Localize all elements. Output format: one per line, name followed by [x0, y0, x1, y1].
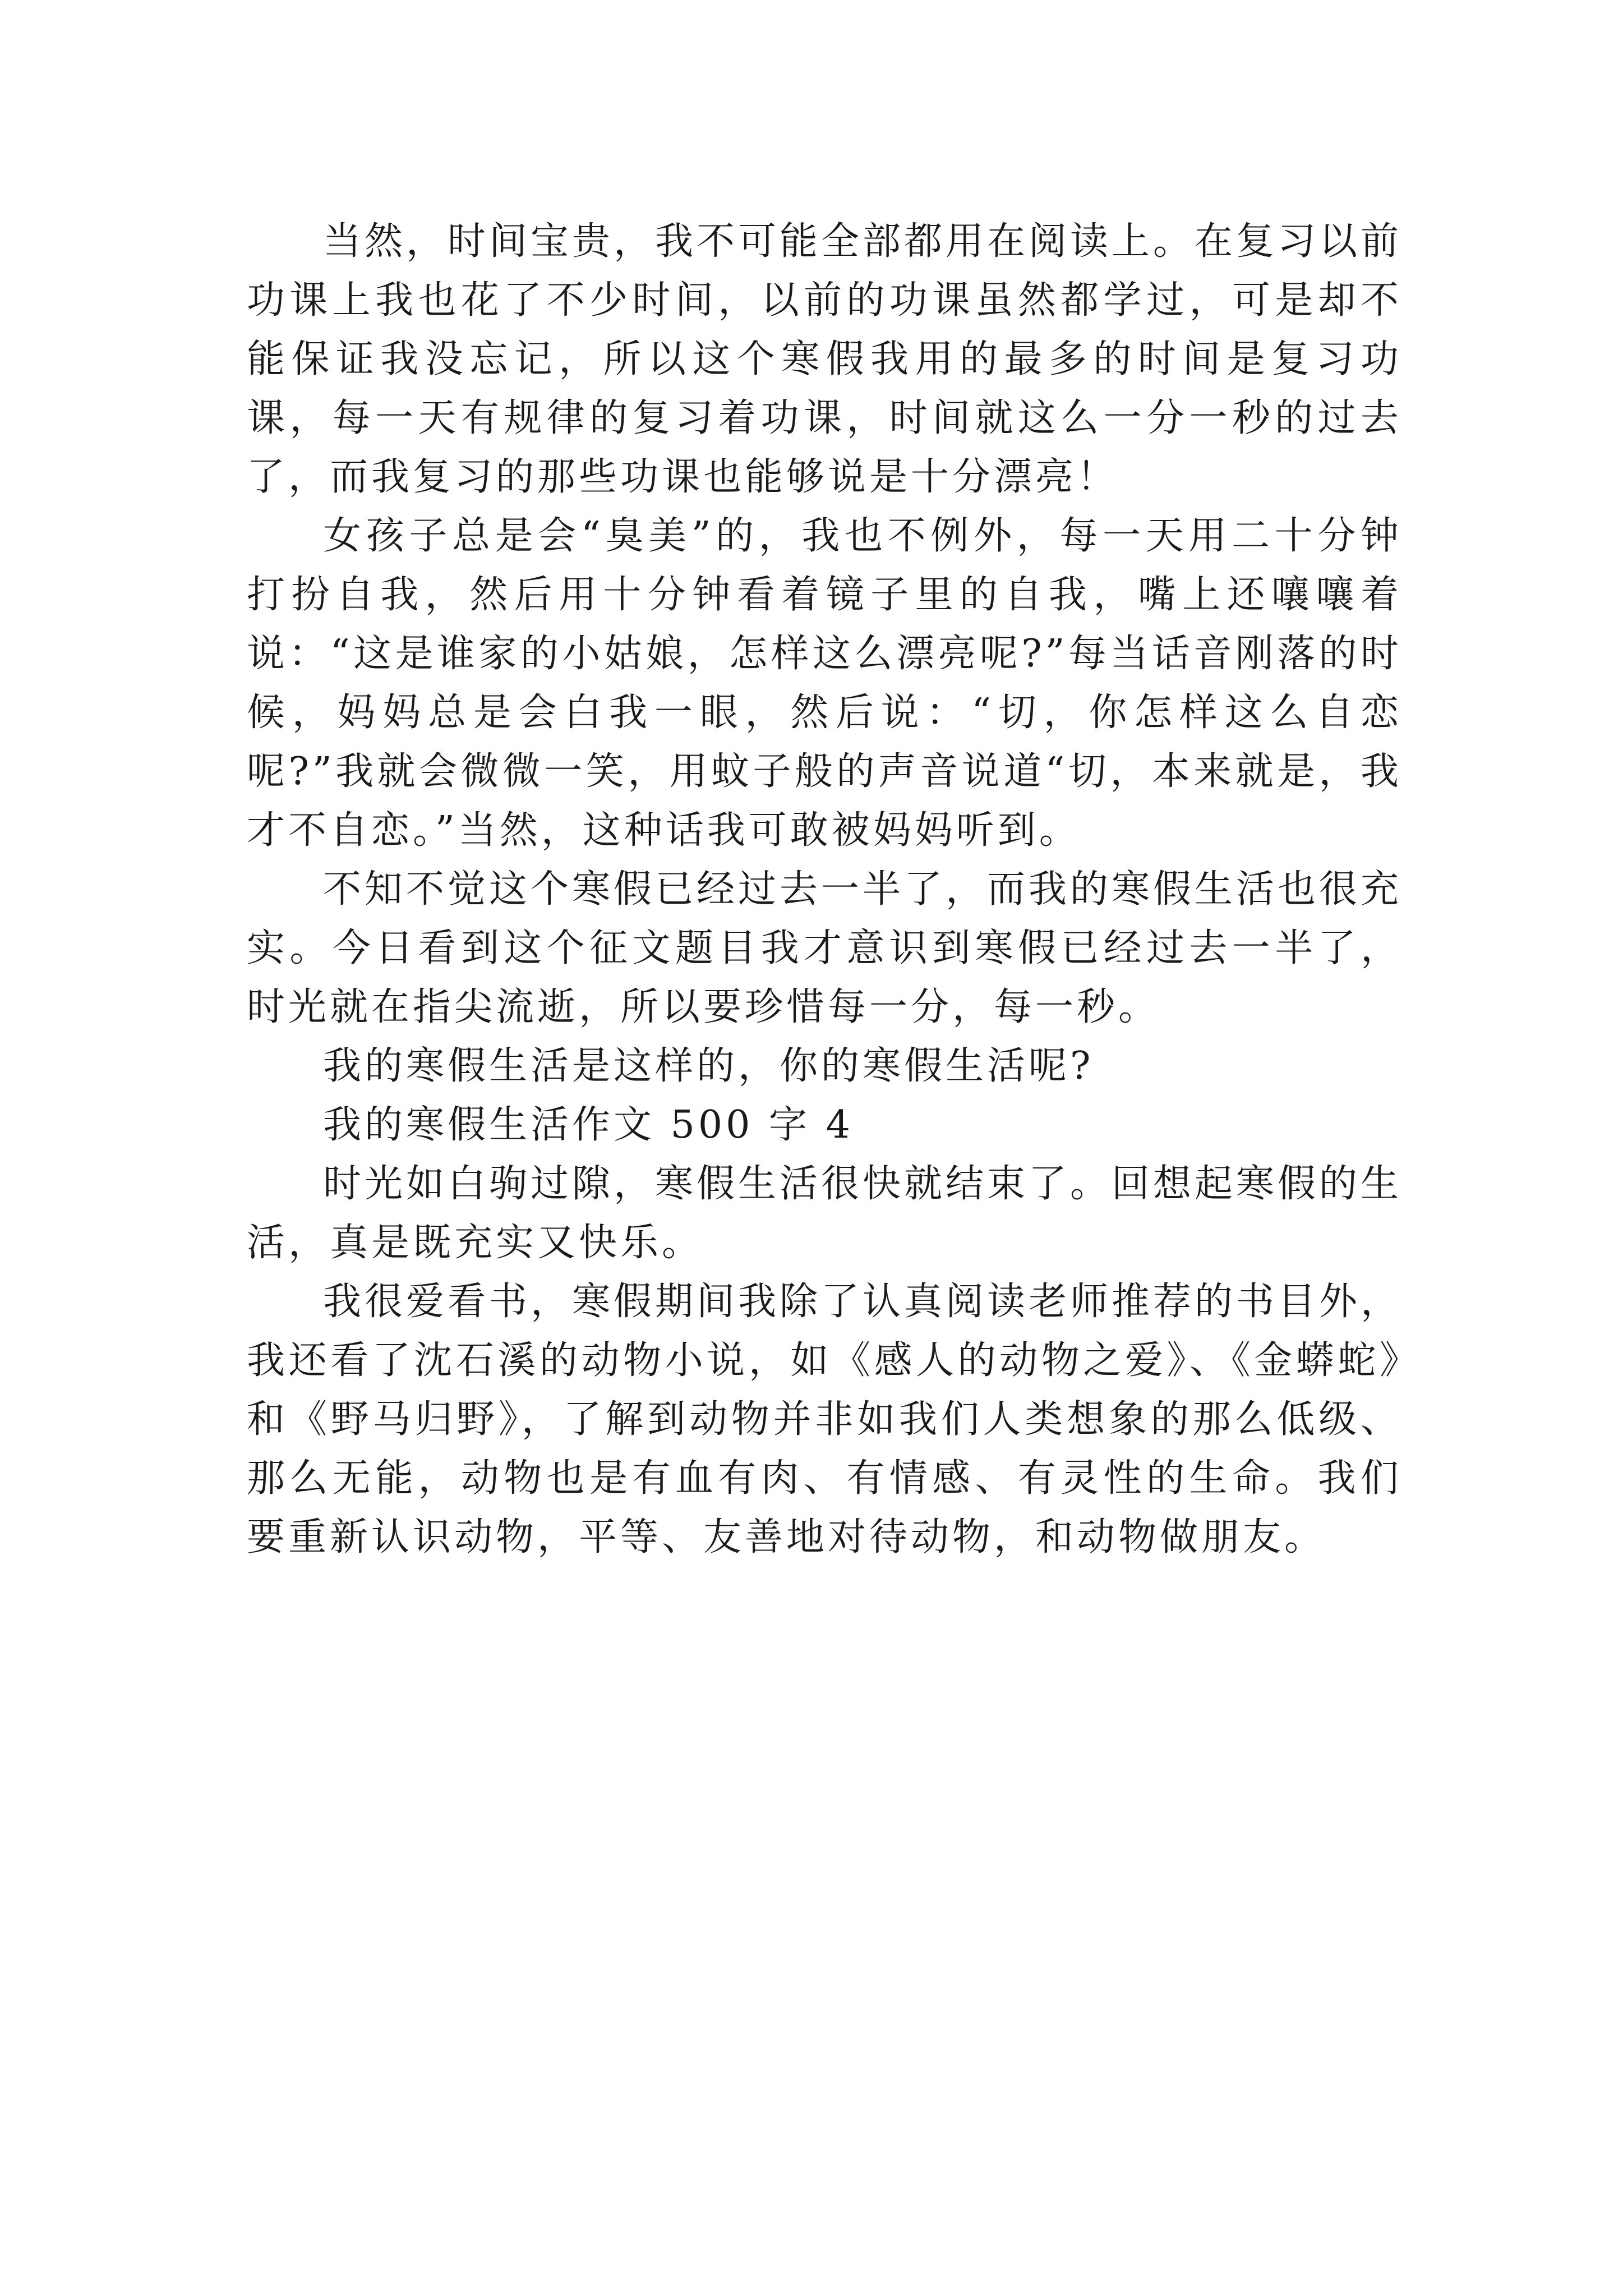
paragraph-1: 当然，时间宝贵，我不可能全部都用在阅读上。在复习以前功课上我也花了不少时间，以前的功课虽然都学过，可是却不能保证我没忘记，所以这个寒假我用的最多的时间是复习功课，每一天有规律的复习着功课，时间就这么一分一秒的过去了，而我复习的那些功课也能够说是十分漂亮！ [247, 219, 1403, 499]
paragraph-6: 我很爱看书，寒假期间我除了认真阅读老师推荐的书目外，我还看了沈石溪的动物小说，如《感人的动物之爱》、《金蟒蛇》和《野马归野》，了解到动物并非如我们人类想象的那么低级、那么无能，动物也是有血有肉、有情感、有灵性的生命。我们要重新认识动物，平等、友善地对待动物，和动物做朋友。 [247, 1280, 1403, 1559]
paragraph-5: 时光如白驹过隙，寒假生活很快就结束了。回想起寒假的生活，真是既充实又快乐。 [247, 1162, 1403, 1265]
section-title: 我的寒假生活作文 500 字 4 [323, 1103, 854, 1147]
paragraph-3: 不知不觉这个寒假已经过去一半了，而我的寒假生活也很充实。今日看到这个征文题目我才意识到寒假已经过去一半了，时光就在指尖流逝，所以要珍惜每一分，每一秒。 [247, 867, 1403, 1029]
paragraph-4: 我的寒假生活是这样的，你的寒假生活呢? [323, 1044, 1094, 1088]
paragraph-2: 女孩子总是会“臭美”的，我也不例外，每一天用二十分钟打扮自我，然后用十分钟看着镜子里的自我，嘴上还嚷嚷着说：“这是谁家的小姑娘，怎样这么漂亮呢?”每当话音刚落的时候，妈妈总是会白我一眼，然后说：“切，你怎样这么自恋呢?”我就会微微一笑，用蚊子般的声音说道“切，本来就是，我才不自恋。”当然，这种话我可敢被妈妈听到。 [247, 514, 1402, 853]
document-body [247, 212, 1402, 1567]
